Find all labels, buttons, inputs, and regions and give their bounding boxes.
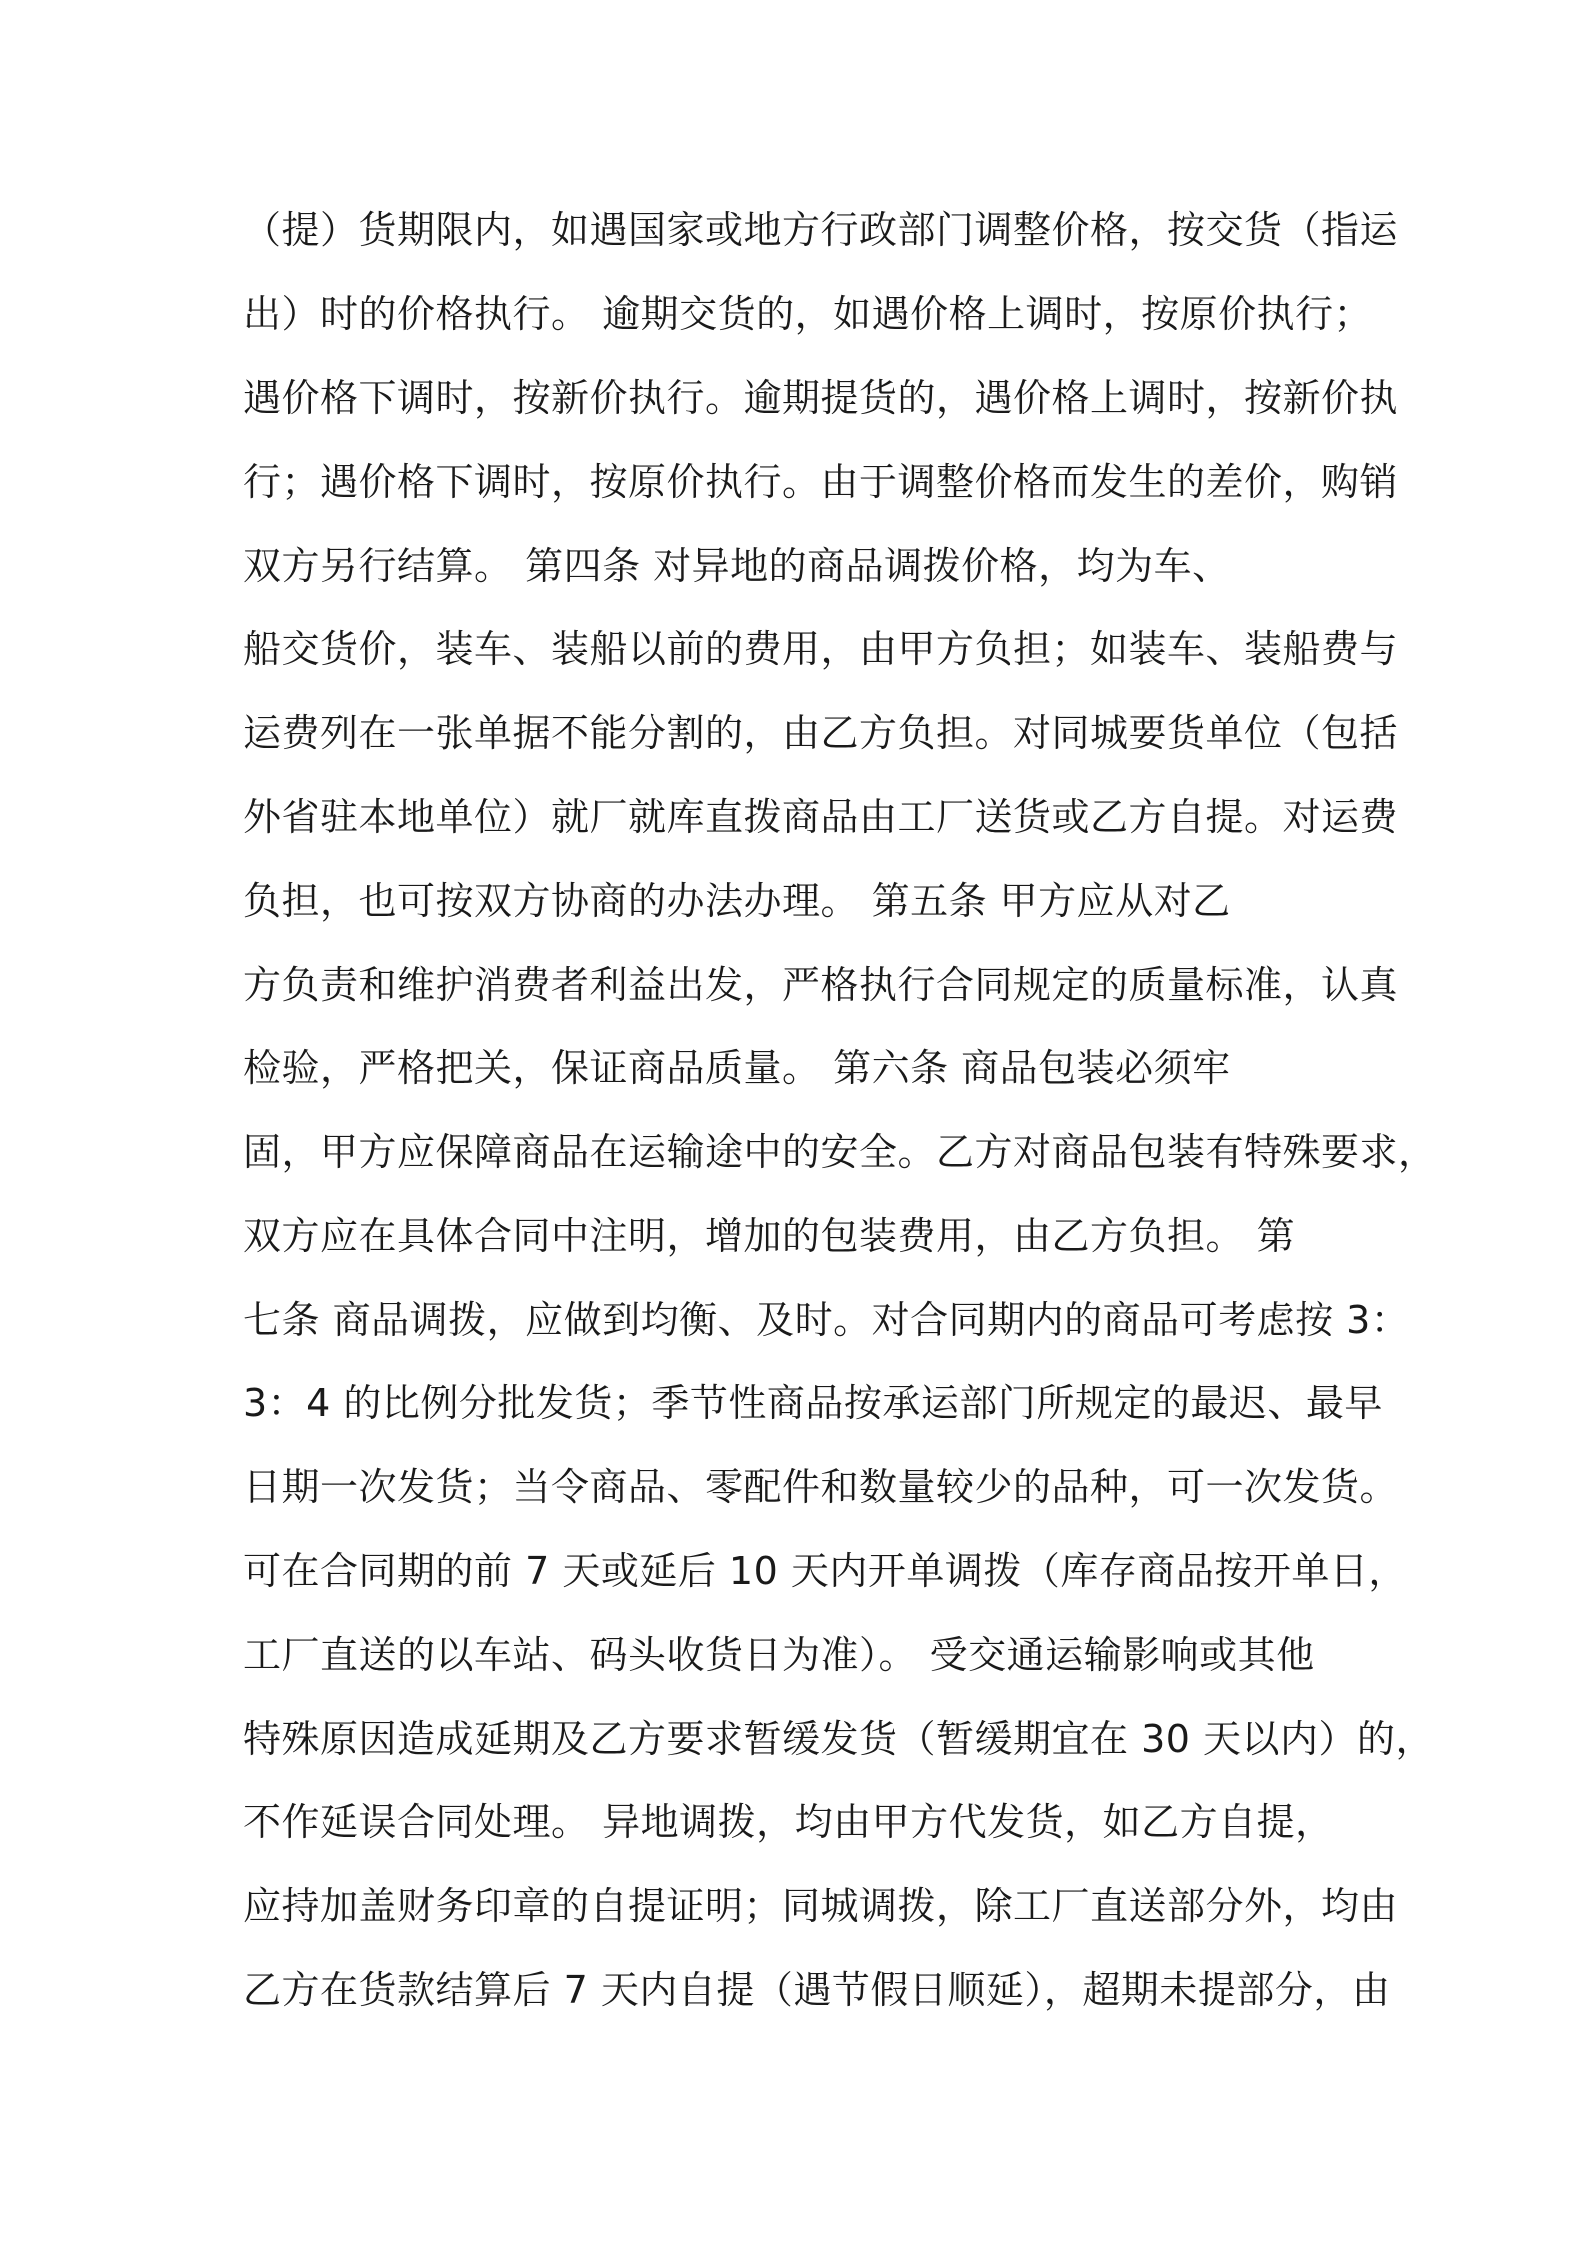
text-line: 应持加盖财务印章的自提证明；同城调拨，除工厂直送部分外，均由 [243,1884,1399,1928]
text-line: （提）货期限内，如遇国家或地方行政部门调整价格，按交货（指运 [243,208,1399,252]
text-line: 固，甲方应保障商品在运输途中的安全。乙方对商品包装有特殊要求， [243,1130,1437,1174]
text-line: 遇价格下调时，按新价执行。逾期提货的，遇价格上调时，按新价执 [243,376,1399,420]
text-line: 工厂直送的以车站、码头收货日为准）。 受交通运输影响或其他 [243,1633,1315,1677]
text-line: 乙方在货款结算后 7 天内自提（遇节假日顺延），超期未提部分，由 [243,1968,1391,2012]
text-line: 双方应在具体合同中注明，增加的包装费用，由乙方负担。 第 [243,1214,1296,1258]
text-line: 特殊原因造成延期及乙方要求暂缓发货（暂缓期宜在 30 天以内）的， [243,1717,1435,1761]
text-line: 船交货价，装车、装船以前的费用，由甲方负担；如装车、装船费与 [243,627,1399,671]
text-line: 检验，严格把关，保证商品质量。 第六条 商品包装必须牢 [243,1046,1231,1090]
text-line: 日期一次发货；当令商品、零配件和数量较少的品种，可一次发货。 [243,1465,1399,1509]
text-line: 出）时的价格执行。 逾期交货的，如遇价格上调时，按原价执行； [243,292,1373,336]
text-line: 3：4 的比例分批发货；季节性商品按承运部门所规定的最迟、最早 [243,1381,1383,1425]
text-line: 运费列在一张单据不能分割的，由乙方负担。对同城要货单位（包括 [243,711,1399,755]
text-line: 负担，也可按双方协商的办法办理。 第五条 甲方应从对乙 [243,879,1231,923]
text-line: 可在合同期的前 7 天或延后 10 天内开单调拨（库存商品按开单日， [243,1549,1407,1593]
text-line: 方负责和维护消费者利益出发，严格执行合同规定的质量标准，认真 [243,963,1399,1007]
text-line: 不作延误合同处理。 异地调拨，均由甲方代发货，如乙方自提， [243,1800,1334,1844]
text-line: 双方另行结算。 第四条 对异地的商品调拨价格，均为车、 [243,544,1231,588]
text-line: 行；遇价格下调时，按原价执行。由于调整价格而发生的差价，购销 [243,460,1399,504]
text-line: 七条 商品调拨，应做到均衡、及时。对合同期内的商品可考虑按 3： [243,1298,1410,1342]
text-line: 外省驻本地单位）就厂就库直拨商品由工厂送货或乙方自提。对运费 [243,795,1399,839]
